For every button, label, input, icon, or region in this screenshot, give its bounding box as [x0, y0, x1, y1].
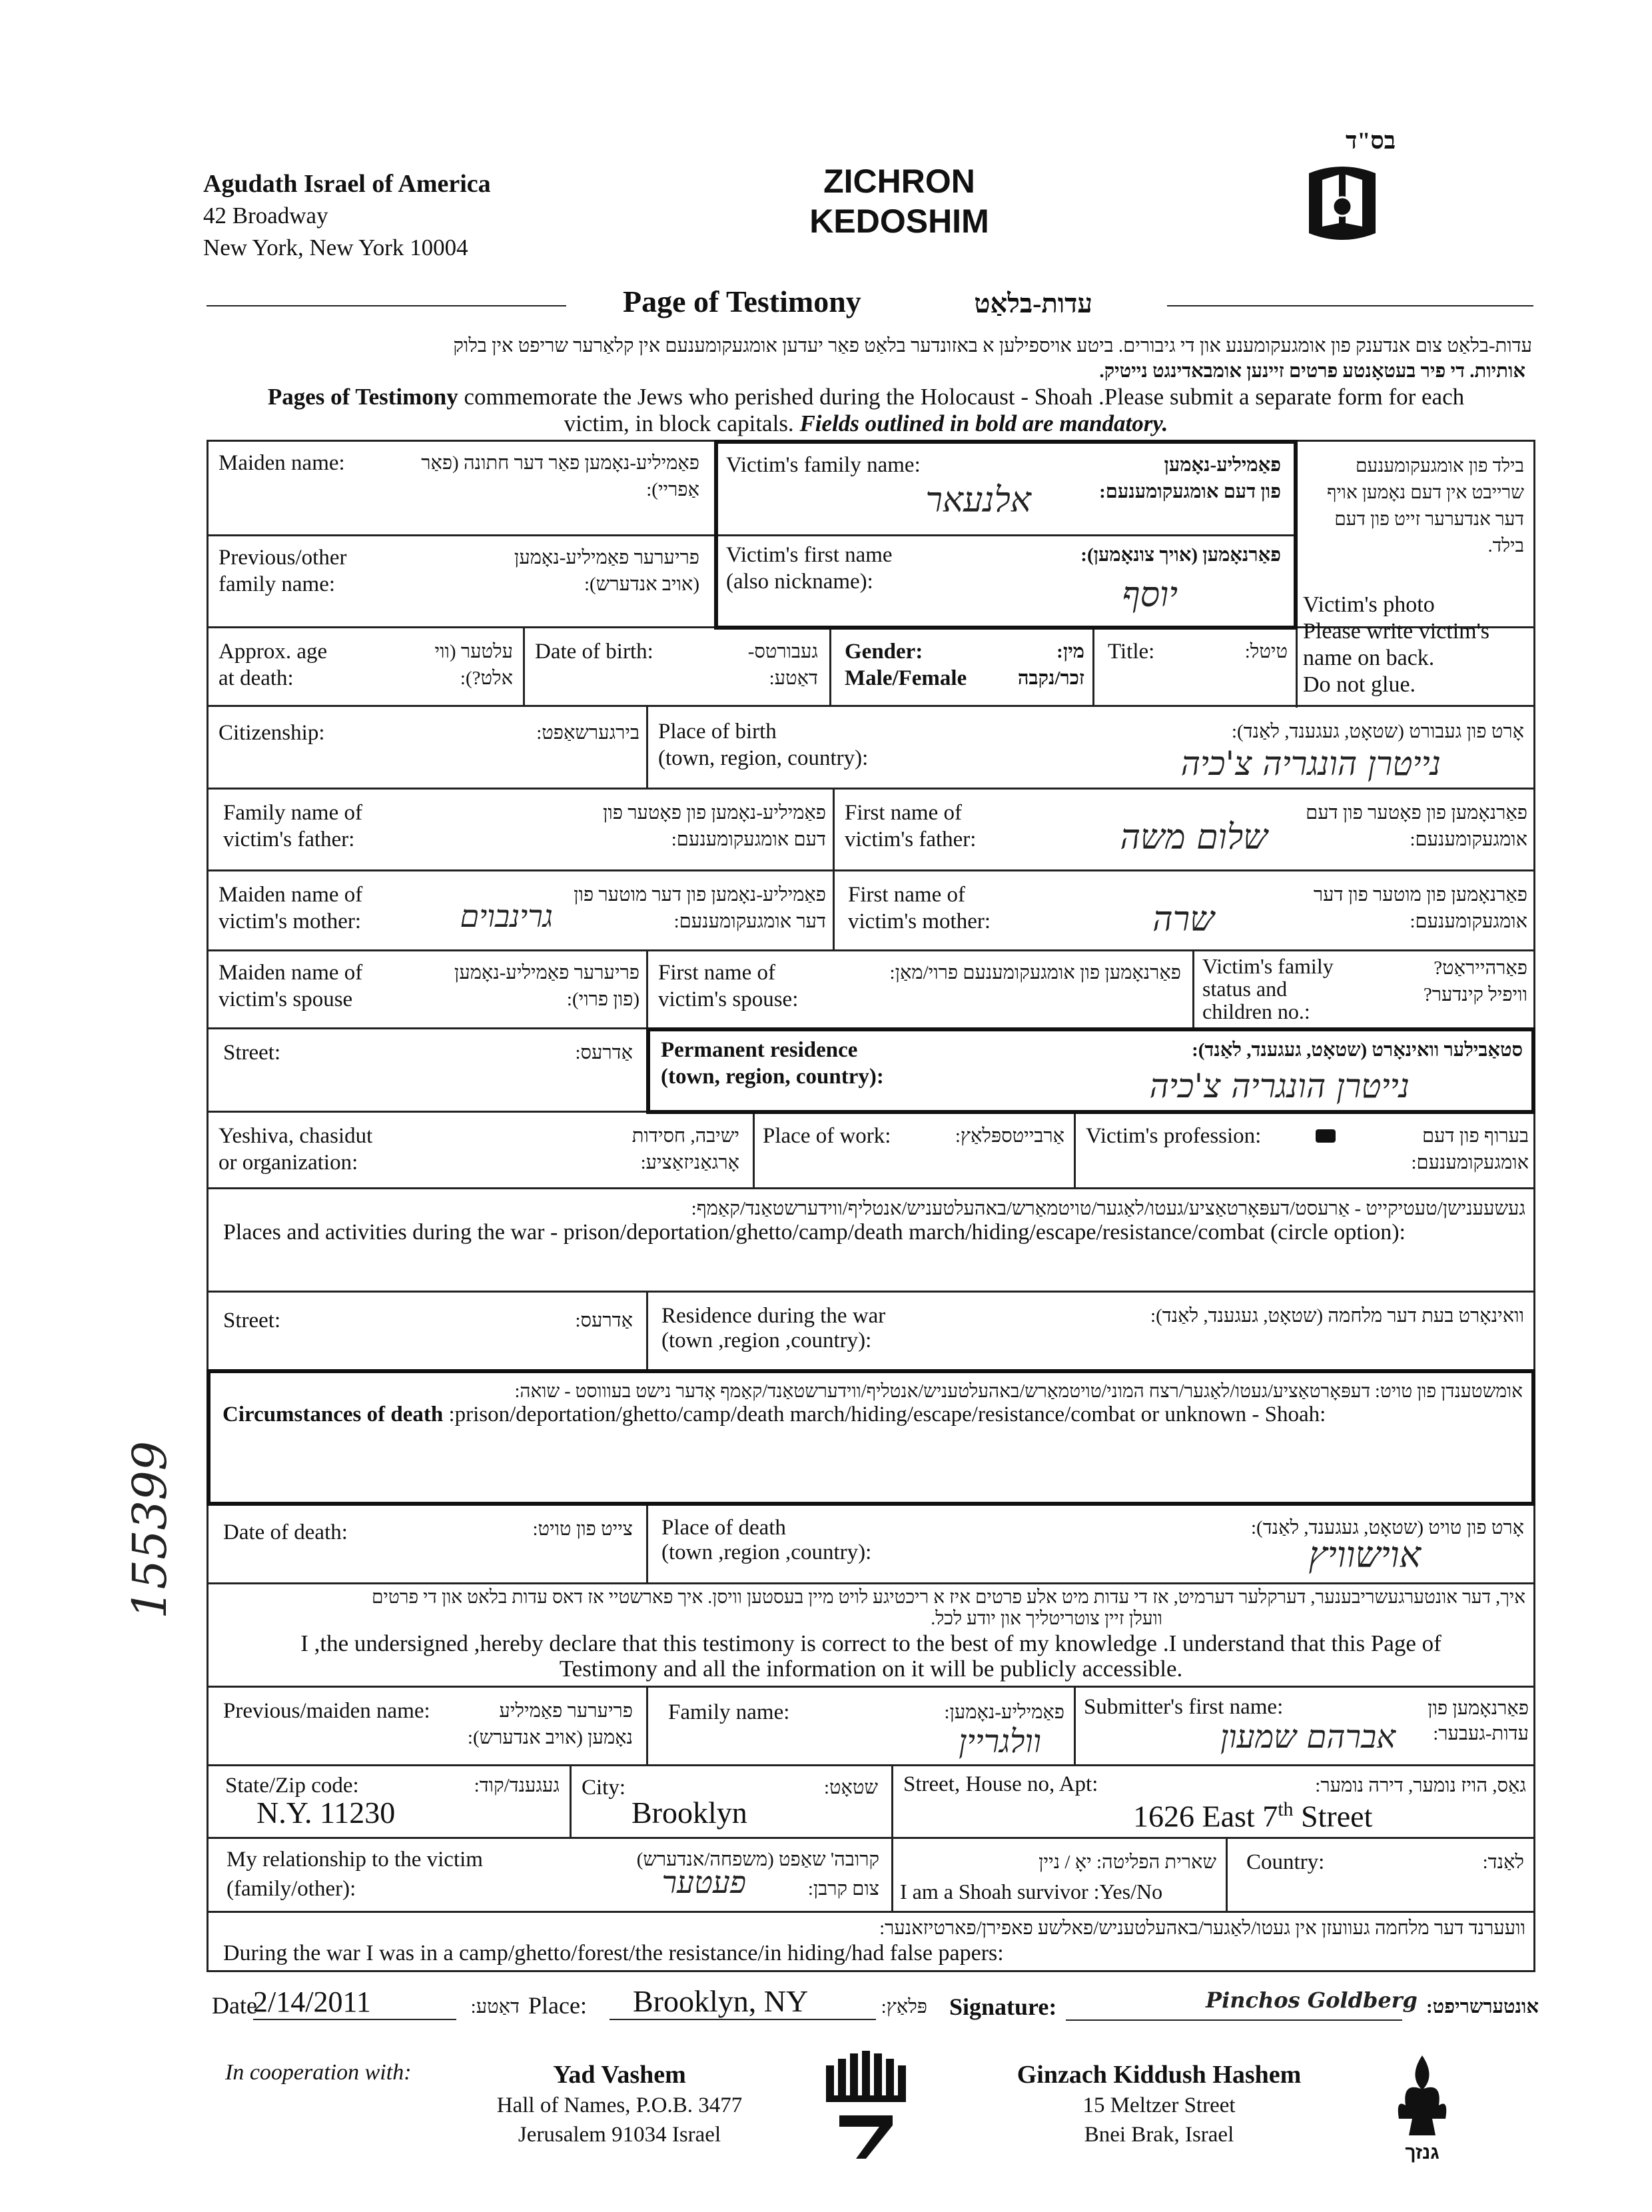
relationship-label-1: My relationship to the victim — [226, 1848, 483, 1872]
victim-family-name-label: Victim's family name: — [726, 453, 921, 477]
title-label-yi: טיטל: — [1244, 641, 1288, 662]
dob-label: Date of birth: — [535, 640, 653, 664]
submitter-family-name-label-yi: פאַמיליע-נאָמען: — [944, 1702, 1064, 1723]
yad-vashem-address-2: Jerusalem 91034 Israel — [518, 2123, 721, 2147]
submitter-previous-name-label: Previous/maiden name: — [223, 1699, 430, 1723]
place-label: Place: — [528, 1992, 587, 2019]
date-label-yi: דאַטע: — [470, 1996, 520, 2017]
mother-maiden-label-2: victim's mother: — [218, 909, 362, 933]
survivor-label: I am a Shoah survivor :Yes/No — [900, 1880, 1163, 1904]
place-of-death-label-yi: אָרט פון טויט (שטאָט, געגענד, לאַנד): — [1250, 1517, 1524, 1538]
family-status-label-1: Victim's family — [1202, 954, 1334, 978]
date-of-death-field[interactable] — [206, 1502, 646, 1582]
street-value-name: Street — [1293, 1799, 1373, 1834]
spouse-first-name-field[interactable] — [648, 949, 1192, 1027]
war-location-label: During the war I was in a camp/ghetto/forest/the resistance/in hiding/had false papers: — [223, 1941, 1004, 1965]
place-of-death-field[interactable] — [648, 1502, 1535, 1582]
victim-first-name-label-2: (also nickname): — [726, 570, 873, 594]
submitter-previous-name-label-yi-1: פריערער פאַמיליע — [499, 1700, 633, 1722]
yad-vashem-name: Yad Vashem — [553, 2061, 686, 2089]
org-block — [203, 168, 616, 264]
submitter-previous-name-field[interactable] — [206, 1686, 646, 1764]
previous-family-name-label-2: family name: — [218, 572, 336, 596]
victim-photo-area[interactable] — [1298, 440, 1535, 706]
war-activities-label: Places and activities during the war - prison/deportation/ghetto/camp/death march/hiding/escape/resistance/combat (circle option): — [223, 1220, 1406, 1245]
permanent-residence-value: נייטרן הונגריה צ'כיה — [1149, 1067, 1410, 1105]
photo-note-yi: בילד פון אומגעקומענעם שרייבט אין דעם נאָמען אויף דער אנדערער זייט פון דעם בילד. — [1326, 456, 1524, 556]
father-family-label-yi: פאַמיליע-נאָמען פון פאָטער פון דעם אומגעקומענעם: — [603, 802, 826, 850]
intro-english-text-2: victim, in block capitals. — [564, 410, 800, 436]
org-address-line-2: New York, New York 10004 — [203, 235, 468, 261]
yeshiva-label-1: Yeshiva, chasidut — [218, 1124, 373, 1148]
war-activities-label-yi: געשעענישן/טעטיקייט - אַרעסט/דעפּאָרטאַציע/געטו/לאַגער/טויטמאַרש/באהעלטעניש/אנטליף/ווידערשטאַנד/קאַמף: — [691, 1198, 1525, 1219]
victim-family-name-value: אלנעאר — [925, 480, 1031, 520]
age-label-2: at death: — [218, 666, 294, 690]
ginzach-address-1: 15 Meltzer Street — [1082, 2093, 1236, 2117]
place-value[interactable]: Brooklyn, NY — [610, 1984, 876, 2020]
ginzach-block — [986, 2059, 1332, 2149]
yeshiva-label-2: or organization: — [218, 1151, 358, 1175]
circumstances-label-bold: Circumstances of death — [222, 1402, 444, 1426]
gender-label-yi-1: מין: — [1056, 641, 1084, 662]
gender-label-2: Male/Female — [845, 666, 967, 690]
circumstances-field[interactable] — [210, 1373, 1531, 1502]
father-first-label-yi: פאַרנאָמען פון פאָטער פון דעם אומגעקומענעם: — [1306, 802, 1527, 850]
spouse-first-label-yi: פאַרנאָמען פון אומגעקומענעם פרוי/מאַן: — [889, 962, 1181, 983]
city-label: City: — [582, 1776, 626, 1800]
relationship-field[interactable] — [206, 1837, 891, 1911]
victim-family-name-label-yi-1: פאַמיליע-נאָמען — [1164, 454, 1281, 476]
relationship-value: פעטער — [661, 1864, 746, 1900]
photo-note-en-2: Please write victim's — [1303, 619, 1489, 644]
date-label: Date — [212, 1992, 257, 2019]
victim-first-name-label-1: Victim's first name — [726, 543, 893, 567]
intro-yiddish-2: אותיות. די פיר בעטאָנטע פרטים זיינען אומבאדינגט נייטיק. — [1099, 360, 1525, 382]
war-activities-field[interactable] — [206, 1187, 1535, 1291]
signature-value: Pinchos Goldberg — [1206, 1987, 1418, 2013]
submitter-previous-name-label-yi-2: נאָמען (אויב אנדערש): — [467, 1727, 633, 1748]
ginzach-logo-text: גנזך — [1405, 2142, 1440, 2163]
circumstances-label-rest: :prison/deportation/ghetto/camp/death march/hiding/escape/resistance/combat or unknown - Shoah: — [443, 1402, 1326, 1426]
street-value-suffix: th — [1278, 1798, 1294, 1820]
permanent-residence-label-1: Permanent residence — [661, 1038, 858, 1062]
mother-first-label-1: First name of — [848, 883, 965, 907]
maiden-name-label: Maiden name: — [218, 451, 345, 475]
maiden-name-label-yi: פאַמיליע-נאָמען פאַר דער חתונה (פאַר אַפריי): — [421, 452, 699, 500]
war-residence-label-1: Residence during the war — [661, 1304, 886, 1328]
submitter-street-value — [1133, 1791, 1372, 1835]
citizenship-label: Citizenship: — [218, 721, 325, 745]
profession-label-yi-1: בערוף פון דעם — [1422, 1125, 1529, 1147]
mother-maiden-label-yi: פאַמיליע-נאָמען פון דער מוטער פון דער אומגעקומענעם: — [574, 884, 826, 932]
place-of-death-label-2: (town ,region ,country): — [661, 1540, 872, 1564]
country-field[interactable] — [1228, 1837, 1535, 1911]
mother-maiden-label-1: Maiden name of — [218, 883, 363, 907]
declaration-yi-1: איך, דער אונטערגעשריבענער, דערקלער דערמיט, אז די עדות מיט אלע פרטים איז א ריכטיגע לויט מיין בעסטען וויסן. איך פארשטיי אז דאס עדות בלאט און די פרטים — [372, 1587, 1525, 1608]
place-of-work-field[interactable] — [755, 1111, 1074, 1187]
family-status-field[interactable] — [1194, 949, 1535, 1027]
father-first-label-1: First name of — [845, 801, 962, 825]
previous-family-name-label-1: Previous/other — [218, 546, 347, 570]
place-of-work-label-yi: אַרבייטספּלאַץ: — [955, 1125, 1064, 1147]
yeshiva-label-yi-2: אָרגאַניזאַציע: — [640, 1152, 739, 1173]
title-label: Title: — [1108, 640, 1155, 664]
profession-ink-mark — [1316, 1129, 1336, 1143]
profession-label-yi-2: אומגעקומענעם: — [1411, 1152, 1529, 1173]
place-of-birth-field[interactable] — [648, 705, 1535, 788]
spouse-first-label-2: victim's spouse: — [658, 987, 799, 1011]
mother-first-name-value: שרה — [1152, 899, 1214, 939]
war-street-field[interactable] — [206, 1291, 646, 1369]
victim-family-name-label-yi-2: פון דעם אומגעקומענעם: — [1099, 481, 1281, 502]
margin-reference-number: 155399 — [123, 1440, 177, 1619]
yad-vashem-logo — [819, 2039, 913, 2165]
age-at-death-field[interactable] — [206, 626, 523, 705]
gender-label-1: Gender: — [845, 640, 923, 664]
street-field[interactable] — [206, 1027, 646, 1111]
victim-first-name-value: יוסף — [1122, 575, 1178, 615]
ginzach-address-2: Bnei Brak, Israel — [1084, 2123, 1234, 2147]
cooperation-label: In cooperation with: — [225, 2060, 412, 2085]
ginzach-logo — [1382, 2052, 1462, 2165]
place-label-yi: פּלאַץ: — [881, 1996, 927, 2017]
spouse-maiden-label-yi: פריערער פאַמיליע-נאָמען (פון פרוי): — [454, 962, 639, 1010]
place-of-birth-value: נייטרן הונגריה צ'כיה — [1180, 744, 1441, 783]
photo-note-en-4: Do not glue. — [1303, 672, 1416, 697]
previous-family-name-label-yi: פריערער פאַמיליע-נאָמען (אויב אנדערש): — [514, 547, 699, 595]
yad-vashem-block — [466, 2059, 773, 2149]
relationship-label-2: (family/other): — [226, 1877, 356, 1901]
father-first-label-2: victim's father: — [845, 828, 977, 851]
spouse-maiden-name-field[interactable] — [206, 949, 646, 1027]
intro-english-1 — [200, 383, 1532, 411]
org-name: Agudath Israel of America — [203, 170, 491, 198]
date-of-death-label-yi: צייט פון טויט: — [532, 1518, 633, 1540]
victim-first-name-label-yi: פאַרנאָמען (אויך צונאָמען): — [1080, 544, 1281, 566]
submitter-first-name-label-yi-1: פאַרנאָמען פון — [1428, 1698, 1529, 1719]
age-label-yi: עלטער (ווי אלט?): — [434, 641, 513, 689]
title-line-2: KEDOSHIM — [809, 203, 989, 240]
relationship-label-yi-2: צום קרבן: — [807, 1878, 879, 1900]
date-of-birth-field[interactable] — [525, 626, 829, 705]
intro-english-2 — [200, 410, 1532, 438]
family-status-label-2: status and — [1202, 977, 1288, 1001]
profession-label: Victim's profession: — [1086, 1124, 1262, 1148]
place-of-birth-label-1: Place of birth — [658, 720, 777, 744]
declaration-block — [206, 1582, 1535, 1686]
spouse-maiden-label-2: victim's spouse — [218, 987, 353, 1011]
submitter-first-name-label-yi-2: עדות-געבער: — [1433, 1723, 1529, 1744]
org-address-line-1: 42 Broadway — [203, 203, 328, 229]
street-label-yi: אַדרעס: — [575, 1042, 633, 1063]
war-residence-label-2: (town ,region ,country): — [661, 1329, 872, 1353]
city-label-yi: שטאָט: — [823, 1777, 878, 1798]
family-status-label-yi-2: וויפיל קינדער? — [1423, 984, 1527, 1005]
ginzach-name: Ginzach Kiddush Hashem — [1017, 2061, 1302, 2089]
father-family-label-1: Family name of — [223, 801, 362, 825]
street-value-number: 1626 East 7 — [1133, 1799, 1278, 1834]
father-first-name-value: שלום משה — [1120, 818, 1268, 857]
submitter-family-name-value: וולגריין — [959, 1723, 1041, 1760]
form-title-yiddish: עדות-בלאַט — [974, 288, 1092, 318]
war-location-label-yi: וועערנד דער מלחמה געוועזן אין געטו/לאַגער/באהעלטעניש/פאלשע פאפירן/פארטיזאנער: — [879, 1918, 1525, 1939]
war-location-field[interactable] — [206, 1911, 1535, 1972]
submitter-family-name-label: Family name: — [668, 1700, 790, 1724]
country-label-yi: לאַנד: — [1482, 1852, 1524, 1873]
intro-bold-lead: Pages of Testimony — [267, 384, 458, 410]
mother-maiden-name-value: גרינבוים — [460, 898, 553, 934]
spouse-first-label-1: First name of — [658, 961, 775, 985]
war-street-label-yi: אַדרעס: — [575, 1310, 633, 1331]
form-title: Page of Testimony — [623, 284, 861, 318]
submitter-first-name-field[interactable] — [1076, 1686, 1535, 1764]
yad-vashem-address-1: Hall of Names, P.O.B. 3477 — [496, 2093, 743, 2117]
place-of-work-label: Place of work: — [763, 1124, 891, 1148]
street-label: Street: — [223, 1041, 281, 1065]
place-of-death-value: אוישוויץ — [1308, 1534, 1421, 1576]
date-of-death-label: Date of death: — [223, 1520, 348, 1544]
war-residence-label-yi: וואינאָרט בעת דער מלחמה (שטאָט, געגענד, לאַנד): — [1150, 1305, 1524, 1327]
declaration-en-1: I ,the undersigned ,hereby declare that this testimony is correct to the best of my knowledge .I understand that this Page of — [300, 1630, 1442, 1656]
father-first-name-field[interactable] — [835, 788, 1535, 869]
permanent-residence-label-2: (town, region, country): — [661, 1065, 884, 1089]
circumstances-label-yi: אומשטענדן פון טויט: דעפּאָרטאַציע/געטו/לאַגער/רצח המוני/טויטמאַרש/באהעלטעניש/אנטליף/ווידערשטאַנד/קאַמף אָדער נישט בעוווסט - שואה: — [514, 1381, 1523, 1402]
zichron-kedoshim-title — [766, 161, 1032, 241]
family-status-label-yi-1: פאַרהייראַט? — [1434, 957, 1527, 979]
dob-label-yi: געבורטס- דאַטע: — [747, 641, 818, 689]
mother-first-label-yi: פאַרנאָמען פון מוטער פון דער אומגעקומענעם: — [1313, 884, 1527, 932]
citizenship-field[interactable] — [206, 705, 646, 788]
mother-maiden-name-field[interactable] — [206, 869, 833, 949]
state-zip-field[interactable] — [206, 1764, 570, 1837]
photo-note-en-1: Victim's photo — [1303, 592, 1435, 617]
relationship-label-yi-1: קרובה' שאַפט (משפחה/אנדערש) — [636, 1849, 879, 1870]
victim-first-name-field[interactable] — [718, 538, 1294, 625]
submitter-street-field[interactable] — [893, 1764, 1535, 1837]
mandatory-note: Fields outlined in bold are mandatory. — [799, 410, 1168, 436]
country-label: Country: — [1246, 1850, 1325, 1874]
photo-note-en-3: name on back. — [1303, 646, 1435, 670]
maiden-name-field[interactable] — [206, 440, 714, 534]
signature-label: Signature: — [949, 1993, 1057, 2020]
signature-label-yi: אונטערשריפט: — [1426, 1996, 1539, 2017]
date-value[interactable]: 2/14/2011 — [253, 1985, 456, 2020]
previous-family-name-field[interactable] — [206, 534, 714, 626]
intro-english-text: commemorate the Jews who perished during the Holocaust - Shoah .Please submit a separate form for each — [458, 384, 1465, 410]
father-family-name-field[interactable] — [206, 788, 833, 869]
state-zip-label-yi: געגענד/קוד: — [474, 1775, 560, 1796]
title-field[interactable] — [1094, 626, 1296, 705]
gender-field[interactable] — [831, 626, 1092, 705]
mother-first-label-2: victim's mother: — [848, 909, 991, 933]
city-field[interactable] — [572, 1764, 891, 1837]
city-value: Brooklyn — [631, 1796, 747, 1830]
declaration-en-2: Testimony and all the information on it will be publicly accessible. — [559, 1656, 1183, 1682]
citizenship-label-yi: בירגערשאַפט: — [536, 722, 639, 744]
zichron-kedoshim-logo — [1302, 160, 1382, 247]
submitter-family-name-field[interactable] — [648, 1686, 1074, 1764]
permanent-residence-label-yi: סטאַבילער וואינאָרט (שטאָט, געגענד, לאַנד): — [1192, 1039, 1523, 1061]
state-zip-value: N.Y. 11230 — [256, 1796, 396, 1830]
circumstances-label — [222, 1401, 1326, 1428]
place-of-birth-label-2: (town, region, country): — [658, 746, 869, 770]
place-of-death-label-1: Place of death — [661, 1516, 786, 1540]
profession-field[interactable] — [1076, 1111, 1535, 1187]
survivor-field[interactable] — [893, 1837, 1226, 1911]
submitter-street-label: Street, House no, Apt: — [903, 1772, 1098, 1796]
gender-label-yi-2: זכר/נקבה — [1017, 668, 1084, 689]
title-line-1: ZICHRON — [823, 163, 975, 200]
mother-first-name-field[interactable] — [835, 869, 1535, 949]
survivor-label-yi: שארית הפליטה: יאָ / ניין — [1038, 1852, 1216, 1873]
war-street-label: Street: — [223, 1309, 281, 1333]
declaration-yi-2: וועלן זיין צוטריטליך און יודע לכל. — [931, 1608, 1162, 1629]
state-zip-label: State/Zip code: — [225, 1774, 359, 1798]
war-residence-field[interactable] — [648, 1291, 1535, 1369]
place-of-birth-label-yi: אָרט פון געבורט (שטאָט, געגענד, לאַנד): — [1231, 721, 1524, 742]
bsd-mark: בס"ד — [1346, 127, 1396, 154]
age-label-1: Approx. age — [218, 640, 328, 664]
family-status-label-3: children no.: — [1202, 999, 1310, 1023]
spouse-maiden-label-1: Maiden name of — [218, 961, 363, 985]
yeshiva-field[interactable] — [206, 1111, 753, 1187]
father-family-label-2: victim's father: — [223, 828, 355, 851]
submitter-first-name-label: Submitter's first name: — [1084, 1695, 1284, 1719]
permanent-residence-field[interactable] — [650, 1031, 1531, 1110]
submitter-first-name-value: אברהם שמעון — [1220, 1718, 1396, 1756]
yeshiva-label-yi-1: ישיבה, חסידות — [631, 1125, 739, 1147]
submitter-street-label-yi: גאַס, הויז נומער, דירה נומער: — [1315, 1775, 1526, 1796]
intro-yiddish-1: עדות-בלאַט צום אנדענק פון אומגעקומענע און די גיבורים. ביטע אויספילען א באזונדער בלאַט פאַר יעדען אומגעקומענעם אין קלאַרער שריפט אין בלוק — [453, 335, 1532, 356]
